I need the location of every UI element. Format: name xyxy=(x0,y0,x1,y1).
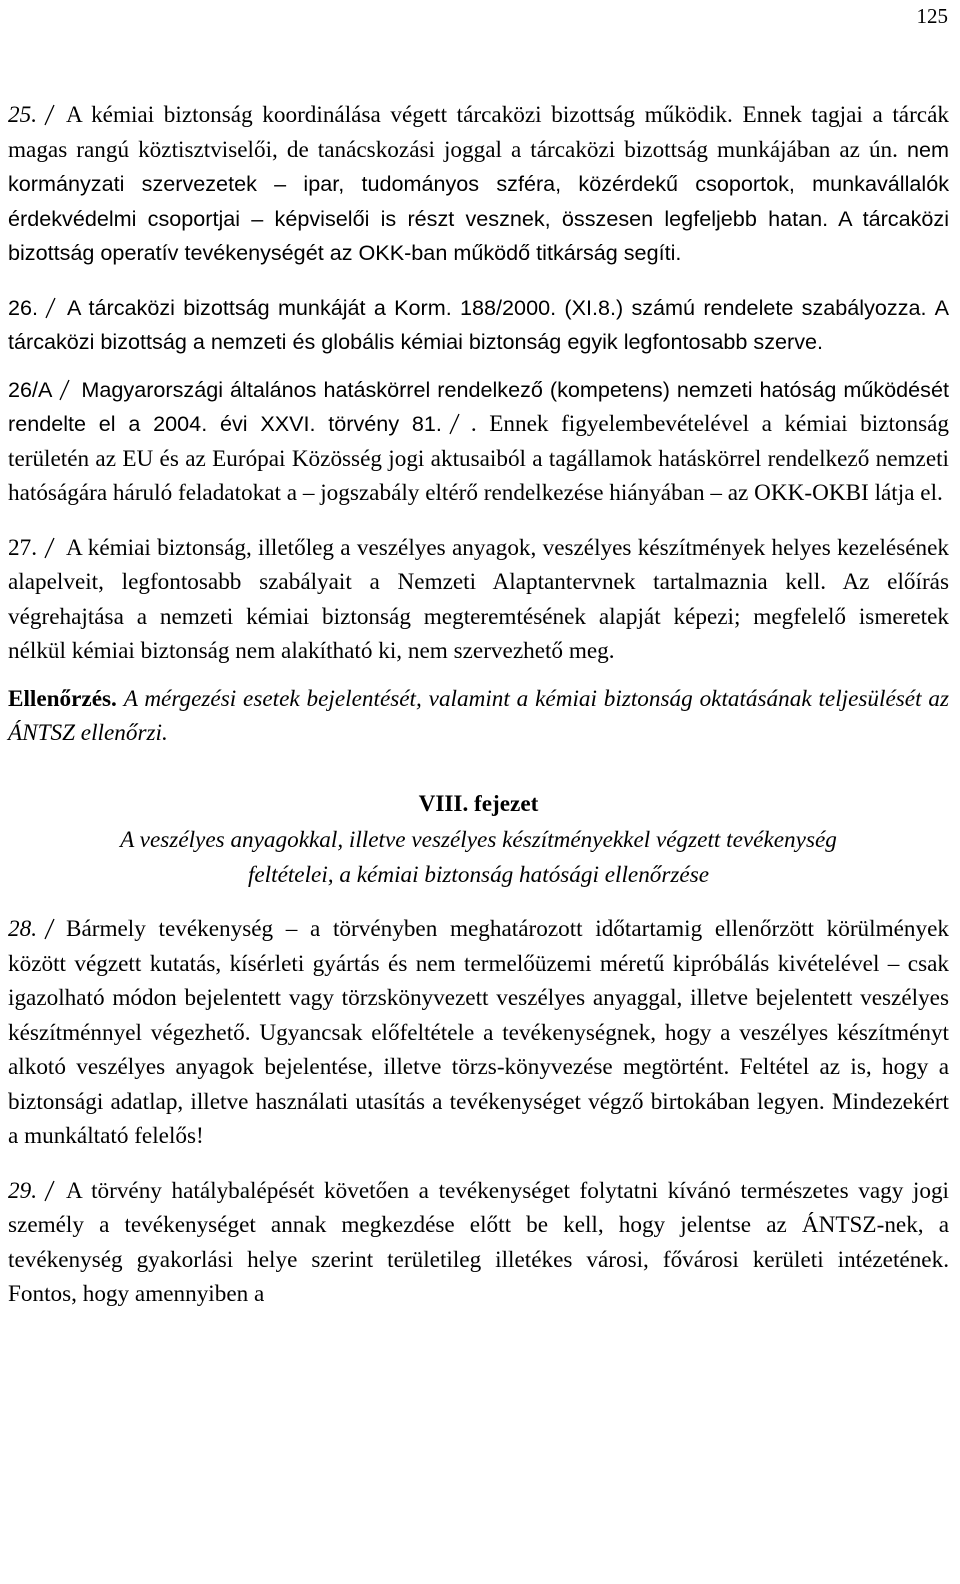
paragraph-27 xyxy=(8,531,949,669)
section-sign-icon xyxy=(58,377,71,403)
paragraph-text: Az előírás végrehajtása a nemzeti kémiai biztonság megteremtésének alapját képezi; megfelelő ismeretek nélkül kémiai biztonság nem alakítható ki, nem szervezhető meg. xyxy=(8,569,949,664)
paragraph-26a xyxy=(8,373,949,511)
section-number: 28. xyxy=(8,916,37,942)
chapter-subtitle-line-2: feltételei, a kémiai biztonság hatósági ellenőrzése xyxy=(247,861,710,888)
document-body xyxy=(8,98,949,1312)
section-number: 25. xyxy=(8,102,37,128)
paragraph-ellenorzes xyxy=(8,682,949,751)
paragraph-text-sans: nem kormányzati szervezetek – ipar, tudományos szféra, közérdekű csoportok, munkavállalók érdekvédelmi csoportjai – képviselői is részt vesznek, összesen legfeljebb hatan. A tárcaközi bizottság operatív tevékenységét az OKK-ban működő titkárság segíti. xyxy=(8,136,949,265)
paragraph-25 xyxy=(8,98,949,271)
section-sign-icon xyxy=(44,295,57,321)
ellenorzes-text: A mérgezési esetek bejelentését, valamint a kémiai biztonság oktatásának teljesülését az ÁNTSZ ellenőrzi. xyxy=(8,685,949,746)
section-number: 26/A xyxy=(8,376,53,402)
chapter-subtitle xyxy=(8,823,949,892)
section-sign-icon xyxy=(43,916,56,942)
paragraph-text: Bármely tevékenység – a törvényben meghatározott időtartamig ellenőrzött körülmények között végzett kutatás, kísérleti gyártás és nem termelőüzemi méretű kipróbálás kivételével – csak igazolható módon bejelentett vagy törzskönyvezett veszélyes anyaggal, illetve bejelentett veszélyes készítménnyel végezhető. Ugyancsak előfeltétele a tevékenységnek, hogy a veszélyes készítményt alkotó veszélyes anyagok bejelentése, illetve törzs-könyvezése megtörtént. Feltétel az is, hogy a biztonsági adatlap, illetve használati utasítás a tevékenységet végző birtokában legyen. Mindezekért a munkáltató felelős! xyxy=(8,916,949,1149)
section-sign-icon xyxy=(43,535,56,561)
chapter-subtitle-line-1: A veszélyes anyagokkal, illetve veszélyes készítményekkel végzett tevékenység xyxy=(120,827,837,853)
chapter-title: VIII. fejezet xyxy=(418,790,539,817)
paragraph-26 xyxy=(8,291,949,360)
paragraph-text: A törvény hatálybalépését követően a tevékenységet folytatni kívánó természetes vagy jogi személy a tevékenységet annak megkezdése előtt be kell, hogy jelentse az ÁNTSZ-nek, a tevékenység gyakorlási helye szerint területileg illetékes városi, fővárosi kerületi intézetének. Fontos, hogy amennyiben a xyxy=(8,1177,949,1307)
paragraph-text: A kémiai biztonság, illetőleg a veszélyes anyagok, veszélyes készítmények helyes kezelésének alapelveit, legfontosabb szabályait a Nemzeti Alaptantervnek tartalmaznia kell. xyxy=(8,534,949,595)
section-sign-icon xyxy=(43,102,56,128)
section-number: 27. xyxy=(8,534,37,561)
paragraph-text-sans: A tárcaközi bizottság munkáját a Korm. 188/2000. (XI.8.) számú rendelete szabályozza. xyxy=(67,294,927,320)
paragraph-29 xyxy=(8,1174,949,1312)
section-sign-icon xyxy=(448,411,461,437)
paragraph-text: A kémiai biztonság koordinálása végett tárcaközi bizottság működik. Ennek tagjai a tárcák magas rangú köztisztviselői, de tanácskozási joggal a tárcaközi bizottság munkájában az ún. xyxy=(8,102,949,163)
paragraph-28 xyxy=(8,912,949,1154)
section-number: 29. xyxy=(8,1177,37,1204)
paragraph-text: . Ennek figyelembevételével a kémiai biztonság területén az EU és az Európai Közösség jogi aktusaiból a tagállamok hatáskörrel rendelkező nemzeti hatóságára háruló feladatokat a – jogszabály eltérő rendelkezése hiányában – az OKK-OKBI látja el. xyxy=(8,411,949,506)
ellenorzes-label: Ellenőrzés. xyxy=(8,685,117,712)
section-number: 26. xyxy=(8,294,39,320)
paragraph-text-sans: Magyarországi általános hatáskörrel rendelkező (kompetens) nemzeti hatóság működését rendelte el a 2004. évi XXVI. törvény 81. xyxy=(8,376,949,436)
page-number: 125 xyxy=(916,4,948,28)
section-sign-icon xyxy=(43,1178,56,1204)
paragraph-text-sans: A tárcaközi bizottság a nemzeti és globális kémiai biztonság egyik legfontosabb szerve. xyxy=(8,294,950,354)
